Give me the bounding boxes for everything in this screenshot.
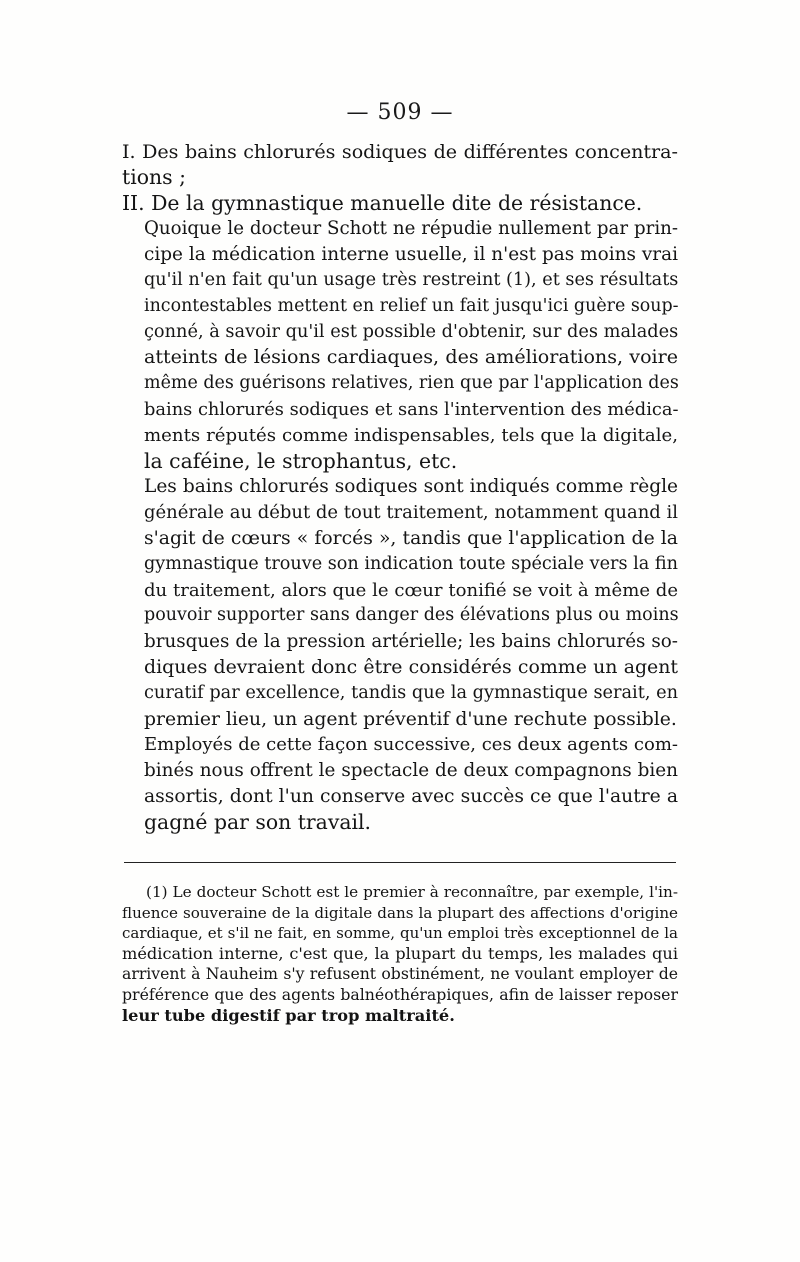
text-line: générale au début de tout traitement, notamment quand il	[144, 502, 678, 524]
text-line: la caféine, le strophantus, etc.	[144, 448, 458, 473]
text-line: II. De la gymnastique manuelle dite de résistance.	[122, 190, 643, 215]
text-line: qu'il n'en fait qu'un usage très restreint (1), et ses résultats	[144, 269, 679, 290]
footnote-line: médication interne, c'est que, la plupart du temps, les malades qui	[122, 943, 678, 963]
text-line: cipe la médication interne usuelle, il n'est pas moins vrai	[144, 244, 678, 266]
text-line: diques devraient donc être considérés comme un agent	[144, 655, 678, 678]
text-line: gymnastique trouve son indication toute spéciale vers la fin	[144, 553, 678, 574]
text-line: I. Des bains chlorurés sodiques de différentes concentra-	[122, 140, 678, 163]
text-line: curatif par excellence, tandis que la gymnastique serait, en	[144, 682, 678, 703]
page-number: — 509 —	[346, 100, 454, 125]
footnote-line: arrivent à Nauheim s'y refusent obstinément, ne voulant employer de	[122, 964, 678, 984]
text-line: premier lieu, un agent préventif d'une rechute possible.	[144, 708, 677, 730]
text-line: assortis, dont l'un conserve avec succès ce que l'autre a	[144, 785, 678, 807]
footnote-line: leur tube digestif par trop maltraité.	[122, 1005, 455, 1025]
text-line: Employés de cette façon successive, ces deux agents com-	[144, 734, 678, 756]
text-line: s'agit de cœurs « forcés », tandis que l'application de la	[144, 527, 678, 549]
text-line: ments réputés comme indispensables, tels que la digitale,	[144, 424, 678, 446]
paragraph-item-2	[122, 191, 678, 217]
footnote	[122, 882, 678, 1026]
footnote-line: (1) Le docteur Schott est le premier à reconnaître, par exemple, l'in-	[146, 883, 678, 901]
text-line: Quoique le docteur Schott ne répudie nullement par prin-	[144, 218, 678, 240]
paragraph-bains	[122, 474, 678, 732]
footnote-separator	[124, 862, 676, 863]
footnote-line: cardiaque, et s'il ne fait, en somme, qu'un emploi très exceptionnel de la	[122, 924, 678, 943]
text-line: pouvoir supporter sans danger des élévations plus ou moins	[144, 605, 679, 626]
main-text	[122, 139, 678, 836]
text-line: Les bains chlorurés sodiques sont indiqués comme règle	[144, 476, 678, 498]
text-line: même des guérisons relatives, rien que par l'application des	[144, 373, 679, 394]
text-line: tions ;	[122, 164, 186, 189]
footnote-line: fluence souveraine de la digitale dans la plupart des affections d'origine	[122, 903, 678, 922]
text-line: bains chlorurés sodiques et sans l'intervention des médica-	[144, 398, 679, 420]
text-line: atteints de lésions cardiaques, des améliorations, voire	[144, 346, 678, 369]
paragraph-item-1	[122, 139, 678, 191]
footnote-line: préférence que des agents balnéothérapiques, afin de laisser reposer	[122, 984, 678, 1004]
paragraph-employes	[122, 732, 678, 835]
text-line: du traitement, alors que le cœur tonifié se voit à même de	[144, 579, 678, 601]
text-line: binés nous offrent le spectacle de deux compagnons bien	[144, 760, 678, 782]
text-line: gagné par son travail.	[144, 809, 372, 834]
text-line: çonné, à savoir qu'il est possible d'obtenir, sur des malades	[144, 321, 679, 342]
paragraph-schott	[122, 216, 678, 474]
text-line: brusques de la pression artérielle; les bains chlorurés so-	[144, 631, 678, 653]
text-line: incontestables mettent en relief un fait jusqu'ici guère soup-	[144, 295, 679, 316]
